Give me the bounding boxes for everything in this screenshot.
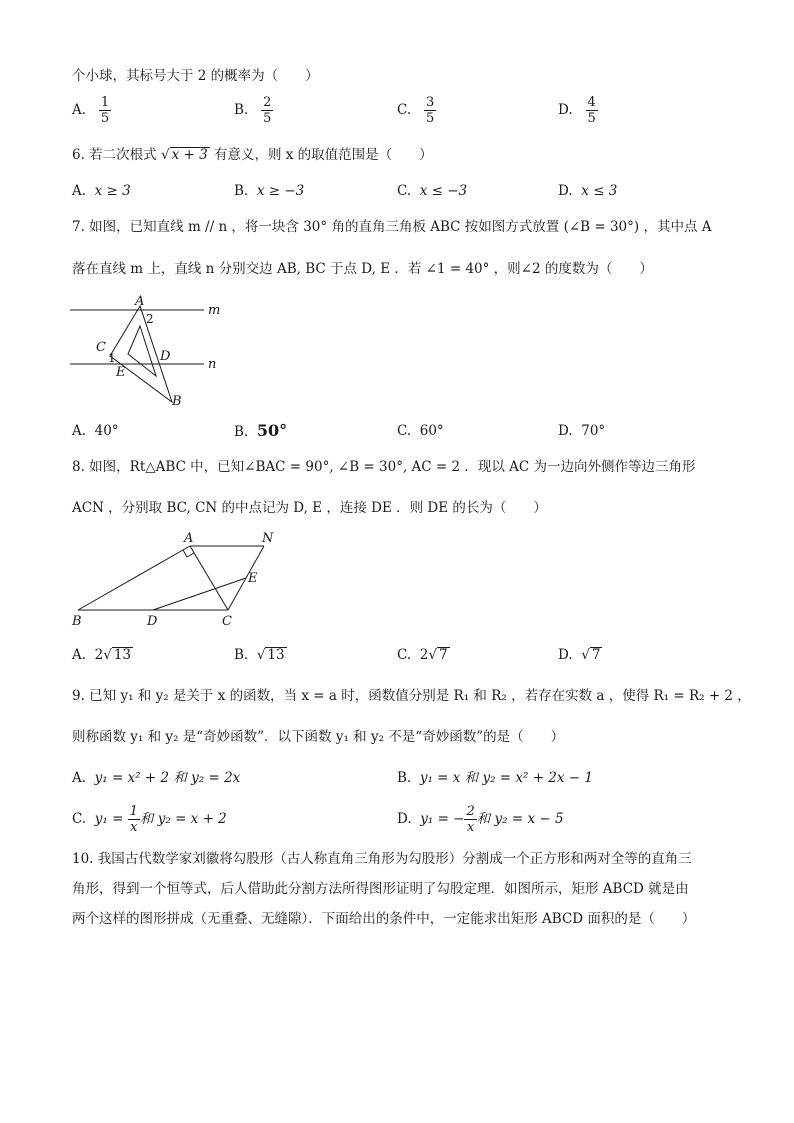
q6-stem: 6. 若二次根式 √ x + 3 有意义，则 x 的取值范围是（ ）: [72, 147, 433, 163]
label-c: C: [222, 614, 232, 629]
q6-option-d[interactable]: D. x ≤ 3: [558, 183, 618, 199]
label-e: E: [116, 365, 126, 380]
q8-option-d[interactable]: D. √ 7: [558, 647, 601, 663]
q6-option-a[interactable]: A. x ≥ 3: [72, 183, 131, 199]
label-n: N: [262, 531, 274, 546]
triangle-inner: [128, 326, 156, 376]
label-c: C: [96, 340, 106, 355]
q7-option-c[interactable]: C. 60°: [397, 423, 444, 439]
label-b: B: [72, 614, 82, 629]
q7-stem-line2: 落在直线 m 上，直线 n 分别交边 AB, BC 于点 D, E ．若 ∠1 = 40° ，则∠2 的度数为（ ）: [72, 261, 653, 277]
q8-stem-line1: 8. 如图，Rt△ABC 中，已知∠BAC = 90°, ∠B = 30°, AC = 2 ．现以 AC 为一边向外侧作等边三角形: [72, 459, 696, 475]
q6-option-c[interactable]: C. x ≤ −3: [397, 183, 468, 199]
right-angle-mark: [183, 550, 194, 557]
label-2: 2: [146, 312, 154, 326]
q7-option-b[interactable]: B. 50°: [234, 421, 288, 440]
q7-option-d[interactable]: D. 70°: [558, 423, 606, 439]
q9-option-d[interactable]: D. y₁ = − $\frac{2}{x}$ 和 y₂ = x − 5: [397, 804, 564, 835]
fraction: $\frac{4}{5}$: [587, 95, 596, 126]
q8-option-a[interactable]: A. 2√ 13: [72, 647, 132, 663]
fraction: $\frac{3}{5}$: [426, 95, 435, 126]
q8-option-c[interactable]: C. 2√ 7: [397, 647, 448, 663]
q9-option-b[interactable]: B. y₁ = x 和 y₂ = x² + 2x − 1: [397, 770, 593, 786]
label-d: D: [160, 349, 171, 364]
label-m: m: [208, 303, 221, 318]
q5-option-c[interactable]: C. $\frac{3}{5}$: [397, 95, 435, 126]
radical: x + 3: [171, 147, 208, 163]
q5-option-b[interactable]: B. $\frac{2}{5}$: [234, 95, 272, 126]
label-1: 1: [108, 351, 116, 365]
q7-option-a[interactable]: A. 40°: [72, 423, 119, 439]
segment-ac: [190, 546, 228, 610]
q9-option-a[interactable]: A. y₁ = x² + 2 和 y₂ = 2x: [72, 770, 241, 786]
q5-stem: 个小球，其标号大于 2 的概率为（ ）: [72, 68, 319, 84]
q10-stem-line2: 角形，得到一个恒等式，后人借助此分割方法所得图形证明了勾股定理．如图所示，矩形 ABCD 就是由: [72, 881, 689, 897]
label-b: B: [172, 394, 182, 409]
q7-stem-line1: 7. 如图，已知直线 m // n ，将一块含 30° 角的直角三角板 ABC 按如图方式放置 (∠B = 30°) ，其中点 A: [72, 219, 712, 235]
q7-figure: [66, 292, 236, 410]
q6-option-b[interactable]: B. x ≥ −3: [234, 183, 305, 199]
fraction: $\frac{1}{5}$: [100, 95, 110, 126]
q8-stem-line2: ACN ，分别取 BC, CN 的中点记为 D, E ，连接 DE ．则 DE 的长为（ ）: [72, 500, 547, 516]
fraction: $\frac{2}{5}$: [263, 95, 272, 126]
q8-figure: [66, 530, 286, 630]
q8-option-b[interactable]: B. √ 13: [234, 647, 285, 663]
label-a: A: [184, 531, 194, 546]
q9-stem-line2: 则称函数 y₁ 和 y₂ 是“奇妙函数”．以下函数 y₁ 和 y₂ 不是“奇妙函数”的是（ ）: [72, 729, 565, 745]
q10-stem-line3: 两个这样的图形拼成（无重叠、无缝隙）．下面给出的条件中，一定能求出矩形 ABCD 面积的是（ ）: [72, 911, 696, 927]
label-e: E: [248, 571, 258, 586]
q5-option-a[interactable]: A. $\frac{1}{5}$: [72, 95, 110, 126]
q9-stem-line1: 9. 已知 y₁ 和 y₂ 是关于 x 的函数，当 x = a 时，函数值分别是 R₁ 和 R₂ ，若存在实数 a ，使得 R₁ = R₂ + 2 ，: [72, 688, 751, 704]
q5-option-d[interactable]: D. $\frac{4}{5}$: [558, 95, 596, 126]
label-n: n: [208, 357, 217, 372]
segment-ab: [78, 546, 190, 610]
q10-stem-line1: 10. 我国古代数学家刘徽将勾股形（古人称直角三角形为勾股形）分割成一个正方形和两对全等的直角三: [72, 851, 692, 867]
segment-de: [153, 578, 246, 610]
q9-option-c[interactable]: C. y₁ = $\frac{1}{x}$ 和 y₂ = x + 2: [72, 804, 227, 835]
label-a: A: [135, 294, 145, 309]
label-d: D: [147, 614, 158, 629]
